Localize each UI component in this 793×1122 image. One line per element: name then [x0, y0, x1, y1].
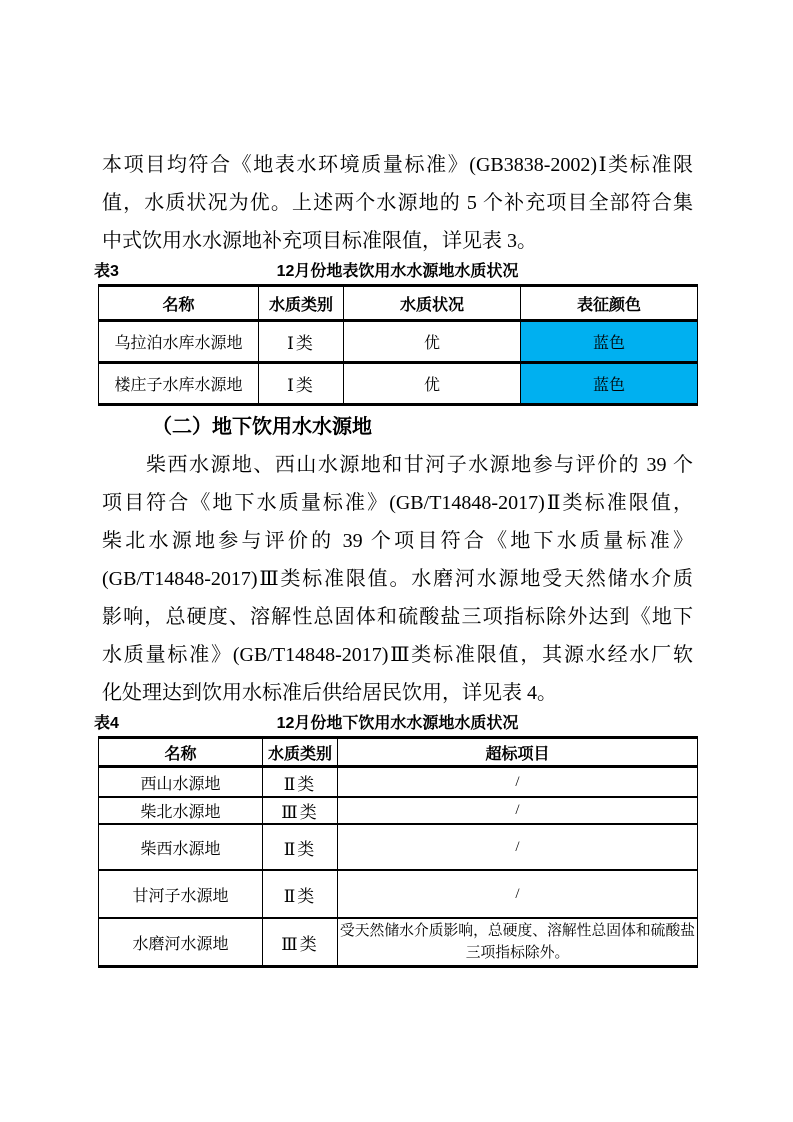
table-groundwater-quality — [98, 736, 698, 968]
table-row — [99, 363, 698, 405]
paragraph-line: 项目符合《地下水质量标准》(GB/T14848-2017)Ⅱ类标准限值， — [102, 492, 693, 514]
cell-source-name: 楼庄子水库水源地 — [99, 363, 259, 405]
paragraph-line: 化处理达到饮用水标准后供给居民饮用，详见表 4。 — [102, 682, 557, 704]
table3-title: 12月份地表饮用水水源地水质状况 — [276, 263, 519, 280]
paragraph-line: 本项目均符合《地表水环境质量标准》(GB3838-2002)Ⅰ类标准限 — [102, 154, 693, 176]
paragraph-line: 柴北水源地参与评价的 39 个项目符合《地下水质量标准》 — [102, 530, 693, 552]
table-surface-water-quality — [98, 284, 698, 406]
paragraph-surface-water — [98, 146, 697, 260]
table-row — [99, 824, 698, 870]
cell-source-name: 西山水源地 — [99, 767, 263, 798]
table4-header-row — [99, 738, 698, 767]
cell-source-name: 柴西水源地 — [99, 824, 263, 870]
table-row — [99, 797, 698, 824]
table-row — [99, 321, 698, 363]
cell-color-blue: 蓝色 — [521, 321, 698, 363]
table3-header-color: 表征颜色 — [521, 286, 698, 321]
paragraph-line: 影响，总硬度、溶解性总固体和硫酸盐三项指标除外达到《地下 — [102, 606, 693, 628]
cell-exceed-items: / — [338, 870, 698, 918]
cell-exceed-items: / — [338, 824, 698, 870]
cell-water-class: Ⅲ类 — [263, 918, 338, 967]
table4-header-class: 水质类别 — [263, 738, 338, 767]
paragraph-line: (GB/T14848-2017)Ⅲ类标准限值。水磨河水源地受天然储水介质 — [102, 568, 693, 590]
cell-source-name: 乌拉泊水库水源地 — [99, 321, 259, 363]
section-heading-groundwater: （二）地下饮用水水源地 — [152, 416, 372, 438]
table-row — [99, 918, 698, 967]
cell-water-class: Ⅱ类 — [263, 767, 338, 798]
cell-exceed-items: / — [338, 767, 698, 798]
table4-header-name: 名称 — [99, 738, 263, 767]
paragraph-line: 值，水质状况为优。上述两个水源地的 5 个补充项目全部符合集 — [102, 192, 693, 214]
cell-color-blue: 蓝色 — [521, 363, 698, 405]
cell-source-name: 水磨河水源地 — [99, 918, 263, 967]
cell-water-class: Ⅱ类 — [263, 824, 338, 870]
page-content — [94, 146, 697, 968]
cell-water-class: Ⅲ类 — [263, 797, 338, 824]
table3-caption — [94, 260, 697, 284]
cell-water-status: 优 — [344, 363, 521, 405]
cell-exceed-items: 受天然储水介质影响，总硬度、溶解性总固体和硫酸盐三项指标除外。 — [338, 918, 698, 967]
cell-water-class: Ⅰ类 — [259, 363, 344, 405]
paragraph-line: 柴西水源地、西山水源地和甘河子水源地参与评价的 39 个 — [146, 454, 693, 476]
table3-label: 表3 — [94, 263, 119, 280]
table4-caption — [94, 712, 697, 736]
cell-source-name: 甘河子水源地 — [99, 870, 263, 918]
table4-header-exceed: 超标项目 — [338, 738, 698, 767]
cell-water-status: 优 — [344, 321, 521, 363]
paragraph-line: 水质量标准》(GB/T14848-2017)Ⅲ类标准限值，其源水经水厂软 — [102, 644, 693, 666]
table-row — [99, 870, 698, 918]
table4-title: 12月份地下饮用水水源地水质状况 — [276, 715, 519, 732]
cell-water-class: Ⅰ类 — [259, 321, 344, 363]
paragraph-groundwater — [98, 446, 697, 712]
cell-source-name: 柴北水源地 — [99, 797, 263, 824]
table-row — [99, 767, 698, 798]
cell-water-class: Ⅱ类 — [263, 870, 338, 918]
paragraph-line: 中式饮用水水源地补充项目标准限值，详见表 3。 — [102, 230, 537, 252]
table3-header-name: 名称 — [99, 286, 259, 321]
cell-exceed-items: / — [338, 797, 698, 824]
table4-label: 表4 — [94, 715, 119, 732]
table3-header-status: 水质状况 — [344, 286, 521, 321]
table3-header-row — [99, 286, 698, 321]
table3-header-class: 水质类别 — [259, 286, 344, 321]
